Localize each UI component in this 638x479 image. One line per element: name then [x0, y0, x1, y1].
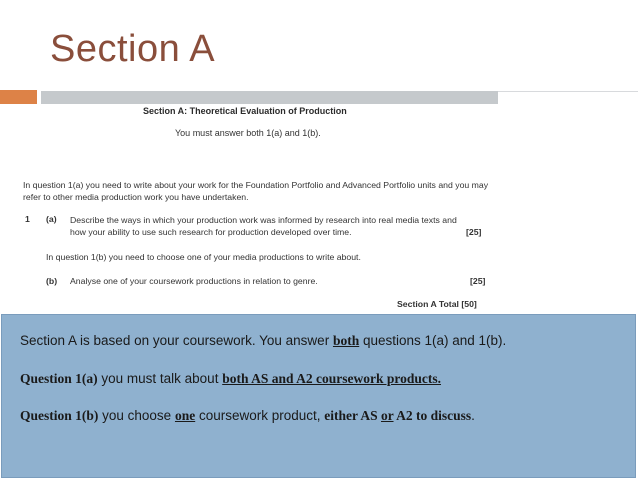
emphasis-both-products: both AS and A2 coursework products. [222, 371, 441, 386]
notes-line-1-end: questions 1(a) and 1(b). [359, 333, 507, 348]
title-divider [41, 91, 498, 104]
question-1a-label: (a) [46, 214, 57, 224]
emphasis-one: one [174, 408, 196, 423]
notes-line-3 [20, 408, 475, 424]
emphasis-a2-discuss: A2 to discuss [393, 408, 472, 423]
slide-title: Section A [50, 28, 216, 70]
notes-line-2-text: you must talk about [97, 371, 223, 386]
question-1b-marks: [25] [470, 276, 486, 286]
question-1b-intro: In question 1(b) you need to choose one of your media productions to write about. [46, 252, 361, 262]
title-divider-end [498, 91, 638, 105]
exam-heading: Section A: Theoretical Evaluation of Production [143, 106, 347, 116]
notes-line-2 [20, 371, 441, 387]
emphasis-or: or [381, 408, 394, 423]
question-1b-ref: Question 1(b) [20, 408, 99, 423]
question-1b-label: (b) [46, 276, 58, 286]
notes-line-1 [20, 333, 506, 349]
emphasis-both: both [332, 333, 360, 348]
exam-paper-excerpt [0, 104, 500, 314]
question-number: 1 [25, 214, 30, 224]
notes-line-3-text: you choose [98, 408, 175, 423]
exam-intro: In question 1(a) you need to write about your work for the Foundation Portfolio and Advanced Portfolio units and you may refer to other media production work you have undertaken. [23, 180, 489, 202]
emphasis-either-as: either AS [324, 408, 382, 423]
question-1b-text: Analyse one of your coursework productions in relation to genre. [70, 276, 318, 286]
notes-line-3-mid: coursework product, [195, 408, 325, 423]
question-1a-text: Describe the ways in which your production work was informed by research into real media texts and how your ability to use such research for production developed over time. [70, 215, 457, 237]
notes-panel [1, 314, 636, 478]
section-total: Section A Total [50] [397, 299, 477, 309]
question-1a-ref: Question 1(a) [20, 371, 98, 386]
exam-instruction: You must answer both 1(a) and 1(b). [175, 128, 321, 138]
notes-line-3-end: . [471, 408, 475, 423]
notes-line-1-text: Section A is based on your coursework. You answer [20, 333, 333, 348]
accent-bar [0, 90, 37, 104]
question-1a-marks: [25] [466, 227, 482, 237]
